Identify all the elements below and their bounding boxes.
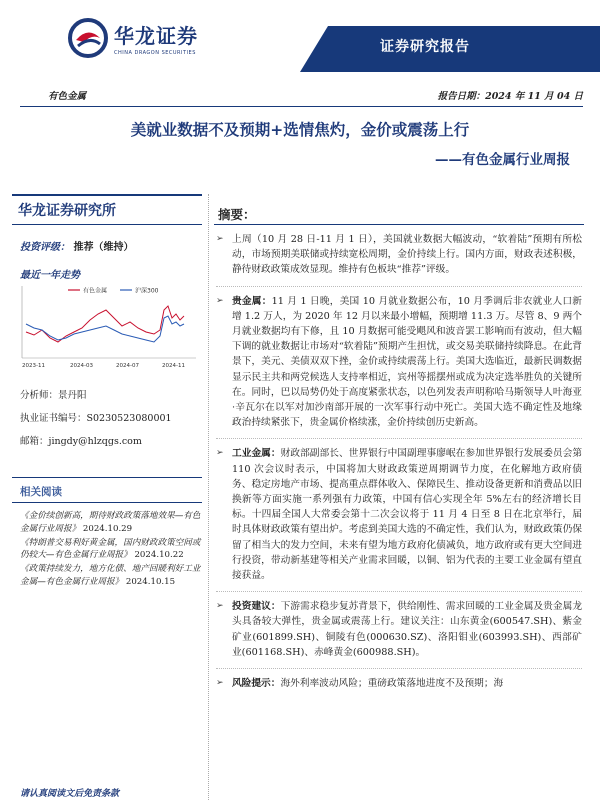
arrow-bullet-icon: ➢ <box>216 678 224 689</box>
report-header <box>0 0 600 78</box>
trend-label: 最近一年走势 <box>20 270 80 281</box>
x-tick-label: 2024-07 <box>116 363 139 369</box>
divider <box>12 224 202 225</box>
arrow-bullet-icon: ➢ <box>216 448 224 459</box>
company-logo <box>68 14 228 62</box>
logo-name: 华龙证券 <box>114 24 198 48</box>
logo-name-en: CHINA DRAGON SECURITIES <box>114 50 196 56</box>
related-date: 2024.10.15 <box>125 576 176 587</box>
report-date: 报告日期：2024 年 11 月 04 日 <box>437 91 583 102</box>
rating-label: 投资评级： <box>20 242 70 253</box>
summary-text: 上周（10 月 28 日-11 月 1 日），美国就业数据大幅波动，“软着陆”预期有所松动，市场预期美联储或持续宽松周期，金价持续上行。国内方面，财政表述积极，静待财政政策成效显现。维持有色板块“推荐”评级。 <box>232 234 582 276</box>
summary-item <box>216 599 582 669</box>
header-banner-notch <box>300 26 328 72</box>
report-subtitle: ——有色金属行业周报 <box>435 152 570 168</box>
summary-lead: 风险提示： <box>232 678 281 690</box>
related-date: 2024.10.29 <box>82 523 133 534</box>
series-line-sector <box>26 306 184 342</box>
divider <box>20 106 583 107</box>
investment-rating <box>20 238 133 253</box>
analyst-name: 分析师：景丹阳 <box>20 390 87 401</box>
related-reading-heading: 相关阅读 <box>20 486 62 498</box>
legend-label-sector: 有色金属 <box>83 287 108 295</box>
summary-list <box>216 232 582 706</box>
trend-chart <box>16 280 202 372</box>
license-number: 执业证书编号：S0230523080001 <box>20 413 172 424</box>
summary-lead: 工业金属： <box>232 448 281 460</box>
column-divider <box>208 194 209 800</box>
institute-name: 华龙证券研究所 <box>18 203 116 219</box>
related-title: 《政策持续发力，地方化债、地产回暖利好工业金属—有色金属行业周报》 <box>20 564 201 587</box>
divider <box>12 502 202 503</box>
divider <box>214 224 584 225</box>
summary-item <box>216 446 582 592</box>
legend-label-index: 沪深300 <box>135 287 159 295</box>
x-tick-label: 2024-11 <box>162 363 185 369</box>
summary-text: 11 月 1 日晚，美国 10 月就业数据公布，10 月季调后非农就业人口新增 1.2 万人，为 2020 年 12 月以来最小增幅，预期增 11.3 万。尽管 8、9 两个月就业数据均有下修，且 10 月数据可能受飓风和波音罢工影响而有波动，但大幅下调的就业数据让市场对“软着陆”预期产生担忧，或交易美联储持续降息。在此背景下，美元、美债双双下挫，金价或持续震荡上行。美国大选临近，最新民调数据显示民主共和两党候选人支持率相近，宾州等摇摆州或成为决定选举胜负的关键所在。同时，巴以局势仍处于高度紧张状态，以色列发表声明称哈马斯领导人叶海亚·辛瓦尔在以军对加沙南部开展的一次军事行动中死亡。美国大选不确定性及地缘政治持续紧张下，贵金属价格续涨，金价持续创历史新高。 <box>232 295 582 429</box>
arrow-bullet-icon: ➢ <box>216 234 224 244</box>
summary-text: 下游需求稳步复苏背景下，供给刚性、需求回暖的工业金属及贵金属龙头具备较大弹性，贵金属或震荡上行。建议关注：山东黄金(600547.SH)、紫金矿业(601899.SH)、铜陵有色(000630.SZ)、洛阳钼业(603993.SH)、西部矿业(601168.SH)、赤峰黄金(600988.SH)。 <box>232 601 583 658</box>
analyst-info <box>20 384 172 453</box>
sector-label: 有色金属 <box>48 91 87 102</box>
divider <box>12 477 202 478</box>
analyst-email[interactable]: 邮箱：jingdy@hlzqgs.com <box>20 436 142 447</box>
related-item[interactable] <box>20 510 204 536</box>
summary-heading: 摘要： <box>218 207 256 222</box>
related-title: 《金价续创新高，期待财政政策落地效果—有色金属行业周报》 <box>20 511 201 534</box>
related-date: 2024.10.22 <box>134 550 184 561</box>
banner-title: 证券研究报告 <box>380 39 470 55</box>
related-reading-list <box>20 510 204 590</box>
x-tick-label: 2023-11 <box>22 363 45 369</box>
arrow-bullet-icon: ➢ <box>216 601 224 612</box>
summary-item <box>216 676 582 699</box>
summary-lead: 投资建议： <box>232 601 281 613</box>
rating-value: 推荐（维持） <box>73 242 134 253</box>
summary-item <box>216 232 582 287</box>
x-tick-label: 2024-03 <box>70 363 93 369</box>
disclaimer-note: 请认真阅读文后免责条款 <box>20 789 120 799</box>
trend-chart-svg <box>16 280 202 372</box>
arrow-bullet-icon: ➢ <box>216 295 224 306</box>
related-item[interactable] <box>20 537 204 563</box>
summary-text: 海外利率波动风险；重磅政策落地进度不及预期；海 <box>280 678 504 690</box>
report-title: 美就业数据不及预期+选情焦灼，金价或震荡上行 <box>130 121 470 139</box>
summary-item <box>216 294 582 440</box>
summary-lead: 贵金属： <box>232 295 272 307</box>
related-item[interactable] <box>20 563 204 589</box>
summary-text: 财政部副部长、世界银行中国副理事廖岷在参加世界银行发展委员会第 110 次会议时表示，中国将加大财政政策逆周期调节力度，在化解地方政府债务、稳定房地产市场、提高重点群体收入、保障民生、推动设备更新和消费品以旧换新等方面实施一系列强有力政策，中国有信心实现全年 5%左右的经济增长目标。十四届全国人大常委会第十二次会议将于 11 月 4 日至 8 日在北京举行，届时具体财政政策有望出炉。考虑到美国大选的不确定性，我们认为，财政政策仍保留了相当大的发力空间，未来有望为地方政府化债减负，地方政府或有更大空间进行投资，带动新基建等相关产业需求回暖，以铜、铝为代表的主要工业金属有望直接获益。 <box>232 448 583 582</box>
divider <box>12 194 202 196</box>
related-title: 《特朗普交易利好黄金属，国内财政政策空间或仍较大—有色金属行业周报》 <box>20 537 201 561</box>
subheader-row <box>20 86 583 104</box>
dragon-logo-icon <box>68 18 108 58</box>
